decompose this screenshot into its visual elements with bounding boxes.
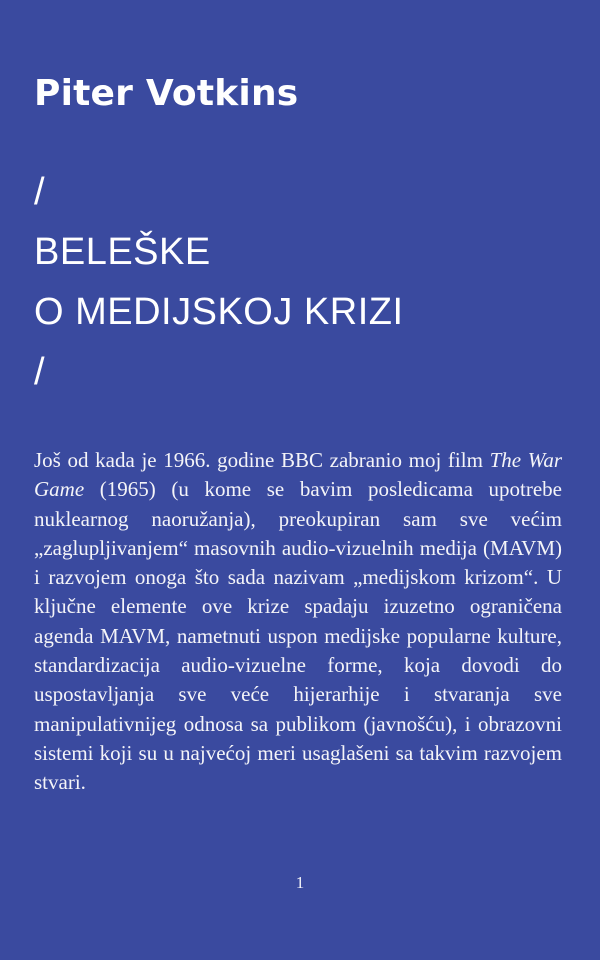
title-line-1: BELEŠKE: [34, 231, 211, 273]
title-slash-top: /: [34, 171, 46, 213]
book-title: [34, 162, 404, 402]
film-title: The War Game: [34, 448, 562, 502]
body-text-part-2: (1965) (u kome se bavim posledicama upotrebe nuklearnog naoružanja), preokupiran sam sve većim „zaglupljivanjem“ masovnih audio-vizuelnih medija (MAVM) i razvojem onoga što sada nazivam „medijskom krizom“. U ključne elemente ove krize spadaju izuzetno ograničena agenda MAVM, nametnuti uspon medijske popularne kulture, standardizacija audio-vizuelne forme, koja dovodi do uspostavljanja sve veće hijerarhije i stvaranja sve manipulativnijeg odnosa sa publikom (javnošću), i obrazovni sistemi koji su u najvećoj meri usaglašeni sa takvim razvojem stvari.: [34, 477, 562, 795]
title-slash-bottom: /: [34, 351, 46, 393]
author-name: Piter Votkins: [34, 73, 299, 114]
body-text-part-1: Još od kada je 1966. godine BBC zabranio moj film: [34, 448, 490, 472]
title-line-2: O MEDIJSKOJ KRIZI: [34, 291, 404, 333]
body-paragraph: [34, 446, 562, 798]
page-number: 1: [295, 873, 305, 892]
